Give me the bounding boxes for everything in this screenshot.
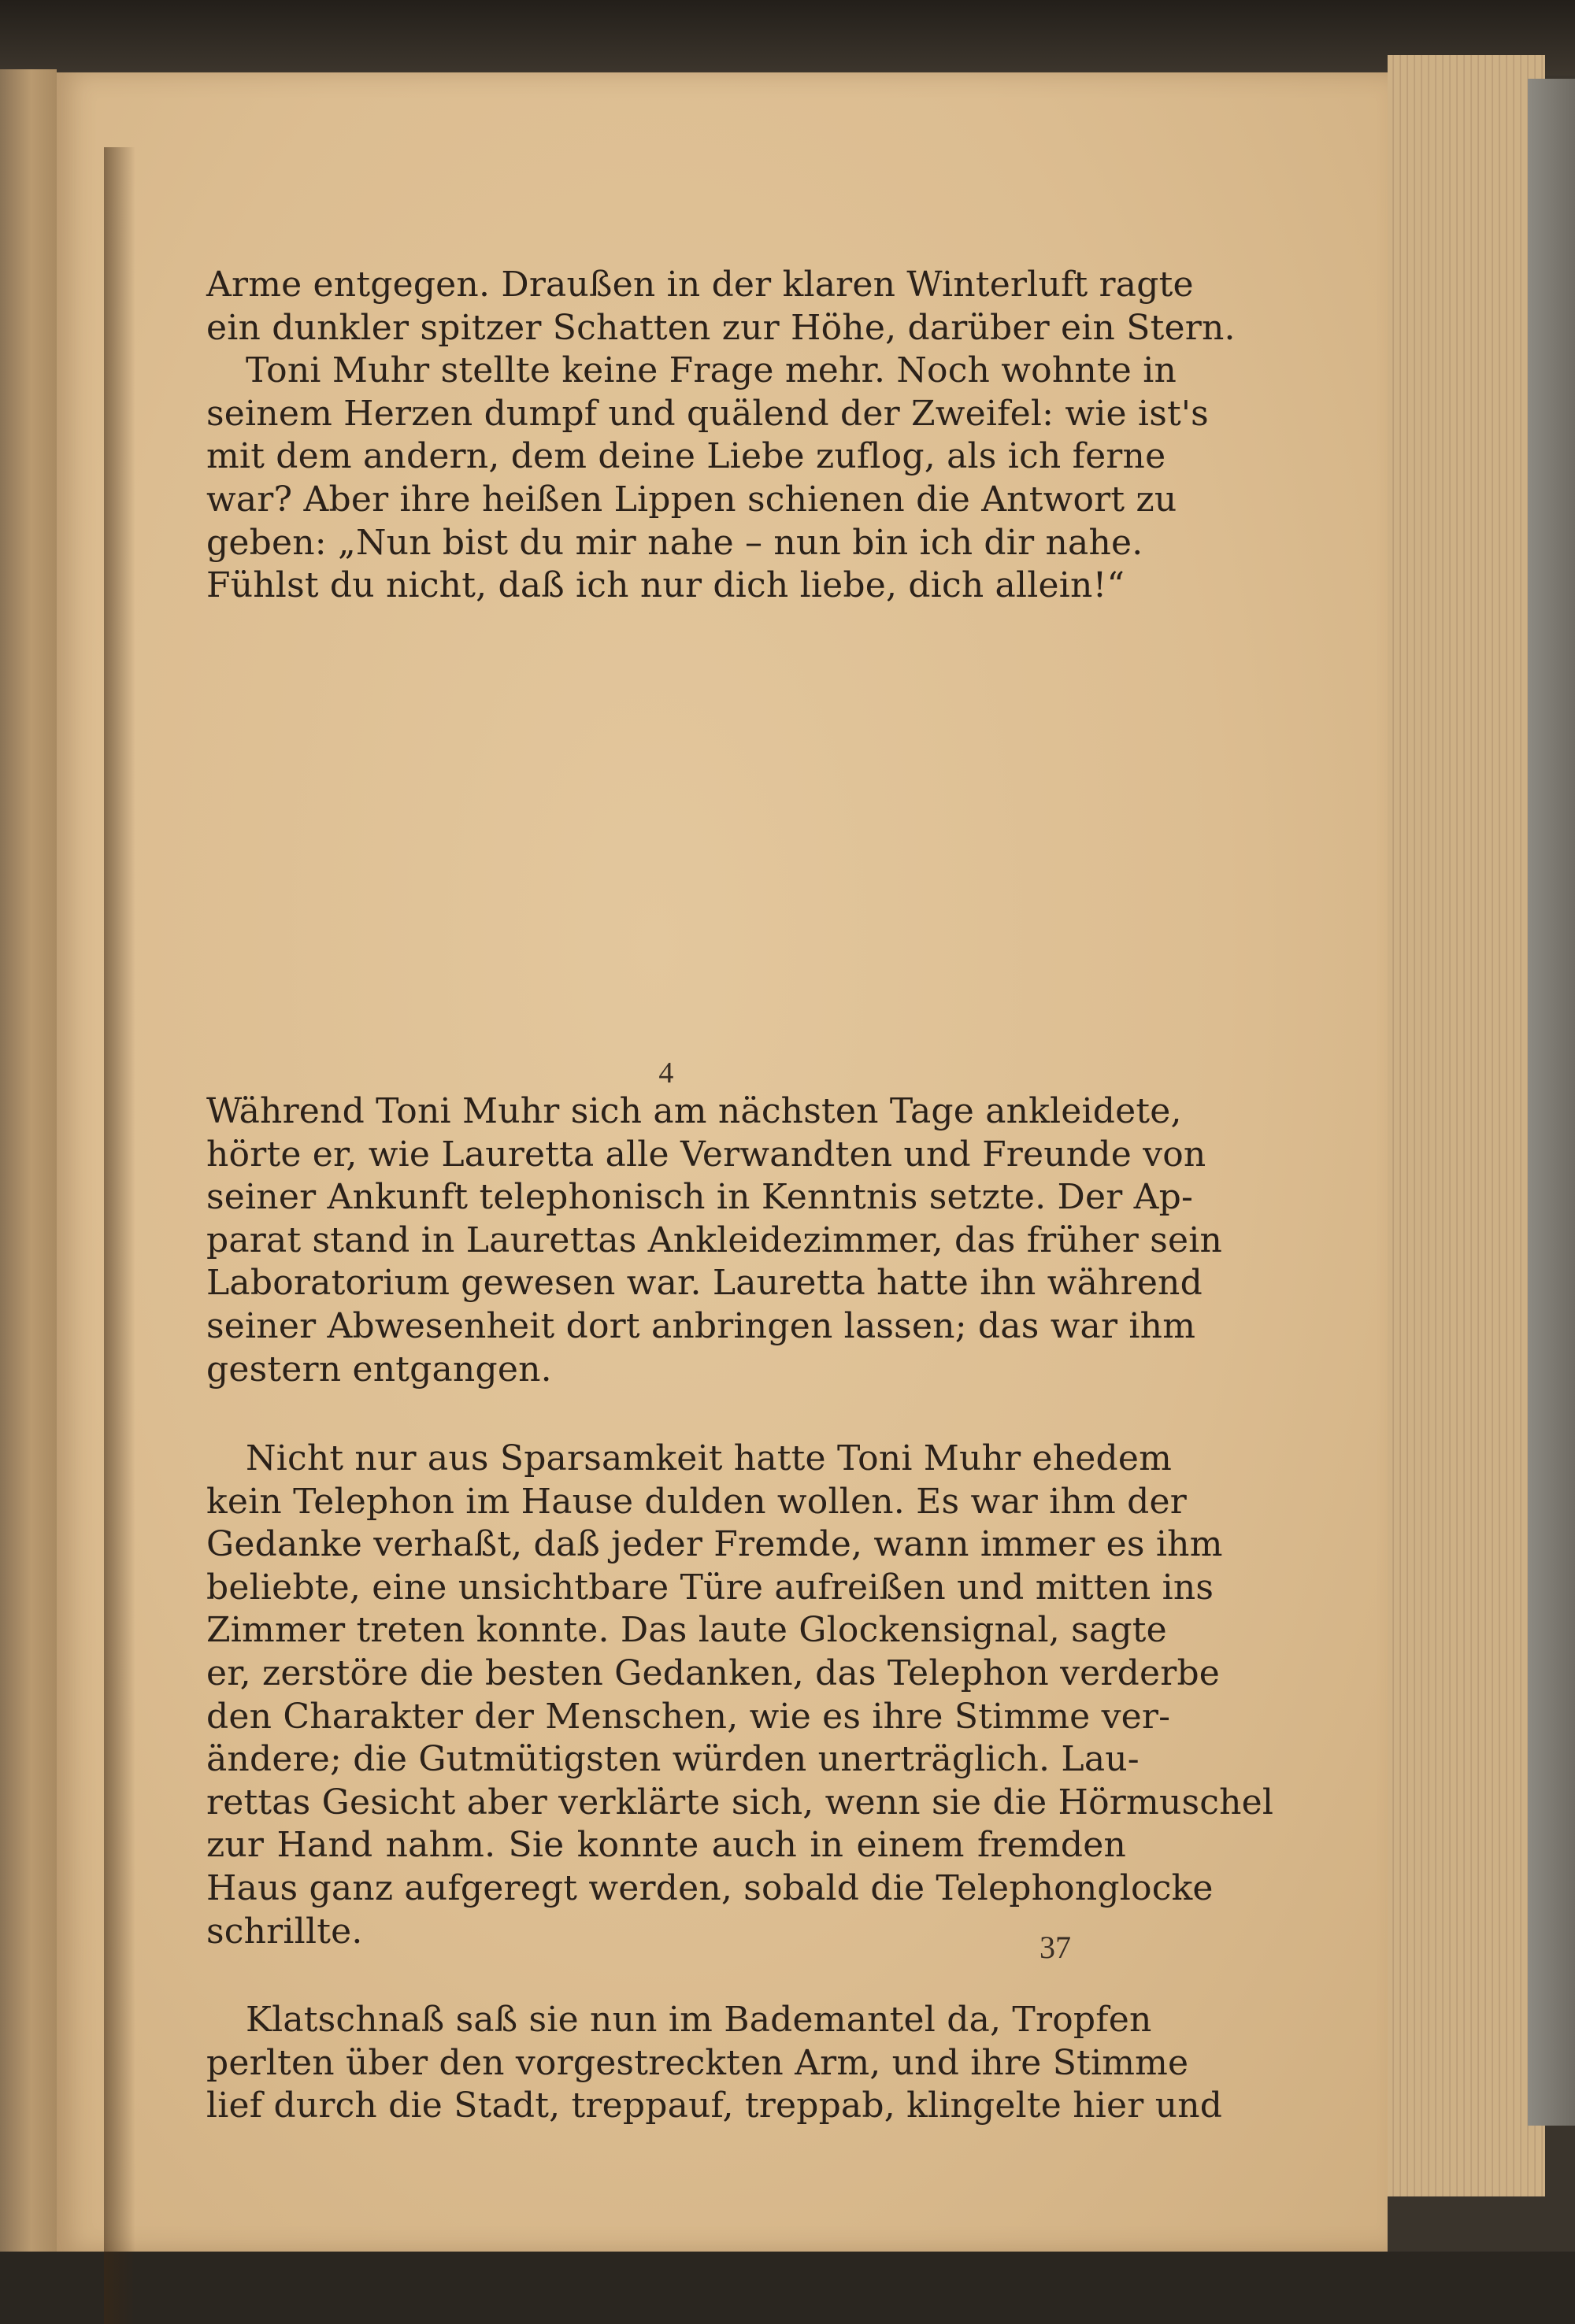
text-line: Arme entgegen. Draußen in der klaren Winterluft ragte [206,265,1194,305]
page-stack-edge [1388,55,1545,2196]
paragraph-2 [206,1090,1223,1391]
text-line: ändere; die Gutmütigsten würden unerträglich. Lau- [206,1739,1140,1780]
text-line: beliebte, eine unsichtbare Türe aufreißen und mitten ins [206,1567,1214,1608]
text-line: rettas Gesicht aber verklärte sich, wenn sie die Hörmuschel [206,1782,1274,1823]
paragraph-4 [206,1999,1223,2128]
text-line: Laboratorium gewesen war. Lauretta hatte ihn während [206,1263,1203,1304]
text-line: Haus ganz aufgeregt werden, sobald die Telephonglocke [206,1867,1214,1908]
text-line: den Charakter der Menschen, wie es ihre Stimme ver- [206,1696,1171,1737]
text-line: war? Aber ihre heißen Lippen schienen die Antwort zu [206,479,1177,520]
gutter-shadow [104,147,135,2324]
text-line: Zimmer treten konnte. Das laute Glockensignal, sagte [206,1610,1167,1651]
text-line: er, zerstöre die besten Gedanken, das Telephon verderbe [206,1652,1221,1693]
page-number: 37 [1040,1930,1071,1965]
text-line: zur Hand nahm. Sie konnte auch in einem fremden [206,1825,1126,1866]
paragraph-1 [206,264,1236,608]
text-line: kein Telephon im Hause dulden wollen. Es war ihm der [206,1481,1187,1522]
paragraph-3 [206,1438,1274,1953]
chapter-number: 4 [658,1057,674,1090]
text-line: geben: „Nun bist du mir nahe – nun bin ich dir nahe. [206,522,1143,563]
text-line: perlten über den vorgestreckten Arm, und ihre Stimme [206,2042,1189,2083]
background-strip [0,0,1575,76]
text-line: gestern entgangen. [206,1349,552,1390]
text-line: Nicht nur aus Sparsamkeit hatte Toni Muhr ehedem [246,1438,1173,1478]
text-line: Klatschnaß saß sie nun im Bademantel da, Tropfen [246,2000,1152,2040]
text-line: Toni Muhr stellte keine Frage mehr. Noch wohnte in [246,350,1177,391]
text-line: parat stand in Laurettas Ankleidezimmer, das früher sein [206,1219,1223,1260]
text-line: seiner Abwesenheit dort anbringen lassen; das war ihm [206,1305,1196,1346]
book-cover-edge [1528,79,1575,2126]
text-line: Fühlst du nicht, daß ich nur dich liebe, dich allein!“ [206,565,1125,606]
text-line: lief durch die Stadt, treppauf, treppab, klingelte hier und [206,2085,1223,2126]
text-line: mit dem andern, dem deine Liebe zuflog, als ich ferne [206,436,1166,477]
text-line: ein dunkler spitzer Schatten zur Höhe, darüber ein Stern. [206,307,1236,348]
text-line: Gedanke verhaßt, daß jeder Fremde, wann immer es ihm [206,1524,1223,1565]
left-page-edge [0,69,57,2252]
text-line: seiner Ankunft telephonisch in Kenntnis setzte. Der Ap- [206,1177,1194,1218]
text-line: hörte er, wie Lauretta alle Verwandten und Freunde von [206,1134,1206,1175]
text-line: seinem Herzen dumpf und quälend der Zweifel: wie ist's [206,393,1209,434]
text-line: schrillte. [206,1911,363,1952]
text-line: Während Toni Muhr sich am nächsten Tage ankleidete, [206,1091,1182,1131]
